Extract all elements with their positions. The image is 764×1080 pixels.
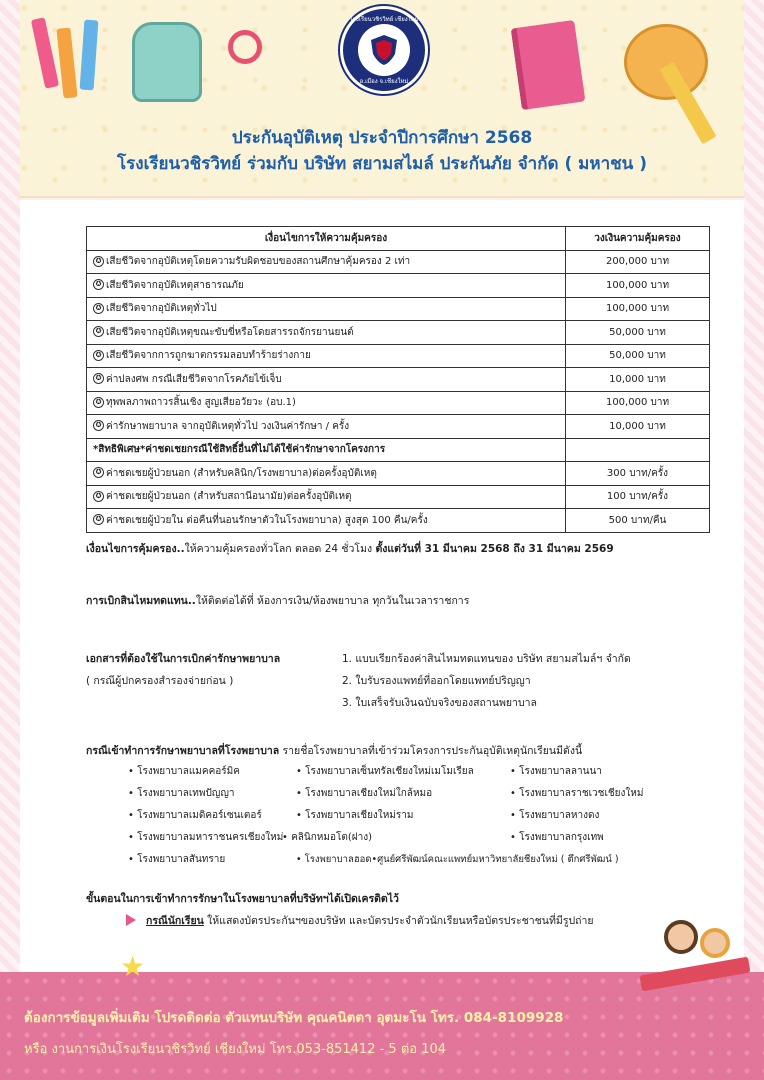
document-item: 2. ใบรับรองแพทย์ที่ออกโดยแพทย์ปริญญา [342,675,531,687]
hospital-item: • โรงพยาบาลแมคคอร์มิค [128,766,240,777]
coverage-amount: 50,000 บาท [566,344,710,368]
header-banner [20,0,744,198]
table-row [87,509,710,533]
hospital-item: • โรงพยาบาลหางดง [510,810,600,821]
coverage-desc-text: ทุพพลภาพถาวรสิ้นเชิง สูญเสียอวัยวะ (อบ.1) [106,397,296,409]
star-bullet-icon: ✪ [93,420,104,431]
table-row [87,321,710,345]
coverage-amount: 100,000 บาท [566,274,710,298]
special-header-row [87,438,710,462]
crayon-illustration [56,27,77,98]
document-item: 3. ใบเสร็จรับเงินฉบับจริงของสถานพยาบาล [342,697,537,709]
star-bullet-icon: ✪ [93,279,104,290]
coverage-amount: 10,000 บาท [566,368,710,392]
column-header-amount: วงเงินความคุ้มครอง [566,227,710,251]
background-pattern-left [0,0,20,1080]
claim-label: การเบิกสินไหมทดแทน.. [86,595,196,607]
table-row [87,297,710,321]
steps-item-label: กรณีนักเรียน [146,915,204,927]
hospital-item: • โรงพยาบาลลานนา [510,766,602,777]
coverage-desc [87,274,566,298]
document-item: 1. แบบเรียกร้องค่าสินไหมทดแทนของ บริษัท สยามสไมล์ฯ จำกัด [342,653,631,665]
coverage-desc [87,415,566,439]
page-title: ประกันอุบัติเหตุ ประจำปีการศึกษา 2568 [231,128,533,148]
hospital-item: • โรงพยาบาลสันทราย [128,854,226,865]
coverage-desc [87,509,566,533]
coverage-desc-text: เสียชีวิตจากอุบัติเหตุโดยความรับผิดชอบของสถานศึกษาคุ้มครอง 2 เท่า [106,256,411,268]
coverage-amount: 50,000 บาท [566,321,710,345]
special-header: *สิทธิพิเศษ*ค่าชดเชยกรณีใช้สิทธิ์อื่นที่ไม่ได้ใช้ค่ารักษาจากโครงการ [87,438,566,462]
coverage-desc [87,368,566,392]
footer-contact-secondary: หรือ งานการเงินโรงเรียนวชิรวิทย์ เชียงใหม่ โทร.053-851412 - 5 ต่อ 104 [24,1042,447,1057]
main-content [20,200,744,972]
claim-line [86,592,469,609]
shield-icon [366,32,402,68]
table-header-row [87,227,710,251]
coverage-amount: 300 บาท/ครั้ง [566,462,710,486]
documents-sublabel: ( กรณีผู้ปกครองสำรองจ่ายก่อน ) [86,675,234,687]
hospital-item: • โรงพยาบาลกรุงเทพ [510,832,604,843]
hospitals-line [86,742,582,759]
crayon-illustration [80,20,99,91]
star-bullet-icon: ✪ [93,256,104,267]
star-bullet-icon: ✪ [93,326,104,337]
coverage-amount: 100 บาท/ครั้ง [566,485,710,509]
hospital-item: • โรงพยาบาลราชเวชเชียงใหม่ [510,788,644,799]
star-bullet-icon: ✪ [93,467,104,478]
steps-label: ขั้นตอนในการเข้าทำการรักษาในโรงพยาบาลที่บริษัทฯได้เปิดเครดิตไว้ [86,893,399,905]
coverage-desc-text: เสียชีวิตจากอุบัติเหตุทั่วไป [106,303,217,315]
coverage-desc-text: ค่าชดเชยผู้ป่วยนอก (สำหรับสถานีอนามัย)ต่อครั้งอุบัติเหตุ [106,491,352,503]
coverage-desc [87,250,566,274]
coverage-desc [87,462,566,486]
claim-text: ให้ติดต่อได้ที่ ห้องการเงิน/ห้องพยาบาล ทุกวันในเวลาราชการ [195,595,470,607]
column-header-condition: เงื่อนไขการให้ความคุ้มครอง [87,227,566,251]
coverage-amount: 10,000 บาท [566,415,710,439]
star-bullet-icon: ✪ [93,303,104,314]
coverage-desc-text: ค่ารักษาพยาบาล จากอุบัติเหตุทั่วไป วงเงินค่ารักษา / ครั้ง [106,420,350,432]
table-row [87,485,710,509]
table-row [87,344,710,368]
page-subtitle: โรงเรียนวชิรวิทย์ ร่วมกับ บริษัท สยามสไมล์ ประกันภัย จำกัด ( มหาชน ) [117,154,647,174]
star-bullet-icon: ✪ [93,373,104,384]
coverage-desc-text: ค่าปลงศพ กรณีเสียชีวิตจากโรคภัยไข้เจ็บ [106,373,282,385]
coverage-desc [87,485,566,509]
crayon-illustration [31,17,59,88]
coverage-amount: 500 บาท/คืน [566,509,710,533]
star-bullet-icon: ✪ [93,491,104,502]
hospitals-text: รายชื่อโรงพยาบาลที่เข้าร่วมโครงการประกันอุบัติเหตุนักเรียนมีดังนี้ [279,745,583,757]
table-row [87,391,710,415]
steps-item [146,912,594,929]
hospital-item: • โรงพยาบาลฮอด•ศูนย์ศรีพัฒน์คณะแพทย์มหาวิทยาลัยชียงใหม่ ( ตึกศรีพัฒน์ ) [296,854,619,865]
coverage-date-range: ตั้งแต่วันที่ 31 มีนาคม 2568 ถึง 31 มีนาคม 2569 [375,543,614,555]
steps-item-text: ให้แสดงบัตรประกันฯของบริษัท และบัตรประจำตัวนักเรียนหรือบัตรประชาชนที่มีรูปถ่าย [203,915,594,927]
coverage-desc-text: เสียชีวิตจากอุบัติเหตุขณะขับขี่หรือโดยสารรถจักรยานยนต์ [106,326,354,338]
backpack-illustration [132,22,202,102]
coverage-desc [87,321,566,345]
star-bullet-icon: ✪ [93,397,104,408]
background-pattern-right [744,0,764,1080]
star-icon: ★ [120,950,146,983]
coverage-amount: 100,000 บาท [566,297,710,321]
coverage-desc [87,297,566,321]
kid-illustration [664,920,698,954]
table-row [87,368,710,392]
hospital-item: • โรงพยาบาลเชียงใหม่ราม [296,810,414,821]
coverage-desc [87,391,566,415]
hospital-item: • โรงพยาบาลเมดิคอร์เซนเตอร์ [128,810,262,821]
footer-contact-primary: ต้องการข้อมูลเพิ่มเติม โปรดติดต่อ ตัวแทนบริษัท คุณคนิตตา อุตมะโน โทร. 084-8109928 [24,1010,564,1026]
hospital-item: • โรงพยาบาลเทพปัญญา [128,788,235,799]
coverage-condition-line [86,540,614,557]
hospital-item: • โรงพยาบาลเซ็นทรัลเชียงใหม่เมโมเรียล [296,766,474,777]
coverage-desc-text: ค่าชดเชยผู้ป่วยนอก (สำหรับคลินิก/โรงพยาบาล)ต่อครั้งอุบัติเหตุ [106,467,377,479]
coverage-condition-text: ให้ความคุ้มครองทั่วโลก ตลอด 24 ชั่วโมง [184,543,376,555]
hospital-item: • คลินิกหมอโต(ฝาง) [282,832,372,843]
notebook-illustration [511,20,586,110]
table-row [87,250,710,274]
coverage-desc-text: เสียชีวิตจากการถูกฆาตกรรมลอบทำร้ายร่างกาย [106,350,311,362]
footer-contact [0,950,764,1080]
scissors-illustration [228,30,262,64]
coverage-condition-label: เงื่อนไขการคุ้มครอง.. [86,543,185,555]
hospital-item: • โรงพยาบาลเชียงใหม่ใกล้หมอ [296,788,433,799]
table-row [87,274,710,298]
documents-label: เอกสารที่ต้องใช้ในการเบิกค่ารักษาพยาบาล [86,653,281,665]
coverage-desc-text: ค่าชดเชยผู้ป่วยใน ต่อคืนที่นอนรักษาตัวในโรงพยาบาล) สูงสุด 100 คืน/ครั้ง [106,514,428,526]
logo-text-top: โรงเรียนวชิรวิทย์ เชียงใหม่ [349,16,419,23]
hospital-item: • โรงพยาบาลมหาราชนครเชียงใหม่ [128,832,284,843]
school-logo [340,6,428,94]
coverage-amount: 100,000 บาท [566,391,710,415]
kid-illustration [700,928,730,958]
coverage-desc [87,344,566,368]
palette-illustration [624,24,708,100]
arrow-right-icon [126,914,136,926]
logo-text-bottom: อ.เมือง จ.เชียงใหม่ [359,78,409,85]
table-row [87,415,710,439]
star-bullet-icon: ✪ [93,514,104,525]
table-row [87,462,710,486]
coverage-desc-text: เสียชีวิตจากอุบัติเหตุสาธารณภัย [106,279,244,291]
star-bullet-icon: ✪ [93,350,104,361]
coverage-amount: 200,000 บาท [566,250,710,274]
hospitals-label: กรณีเข้าทำการรักษาพยาบาลที่โรงพยาบาล [86,745,280,757]
special-header-empty [566,438,710,462]
logo-emblem [358,24,410,76]
coverage-table [86,226,710,533]
